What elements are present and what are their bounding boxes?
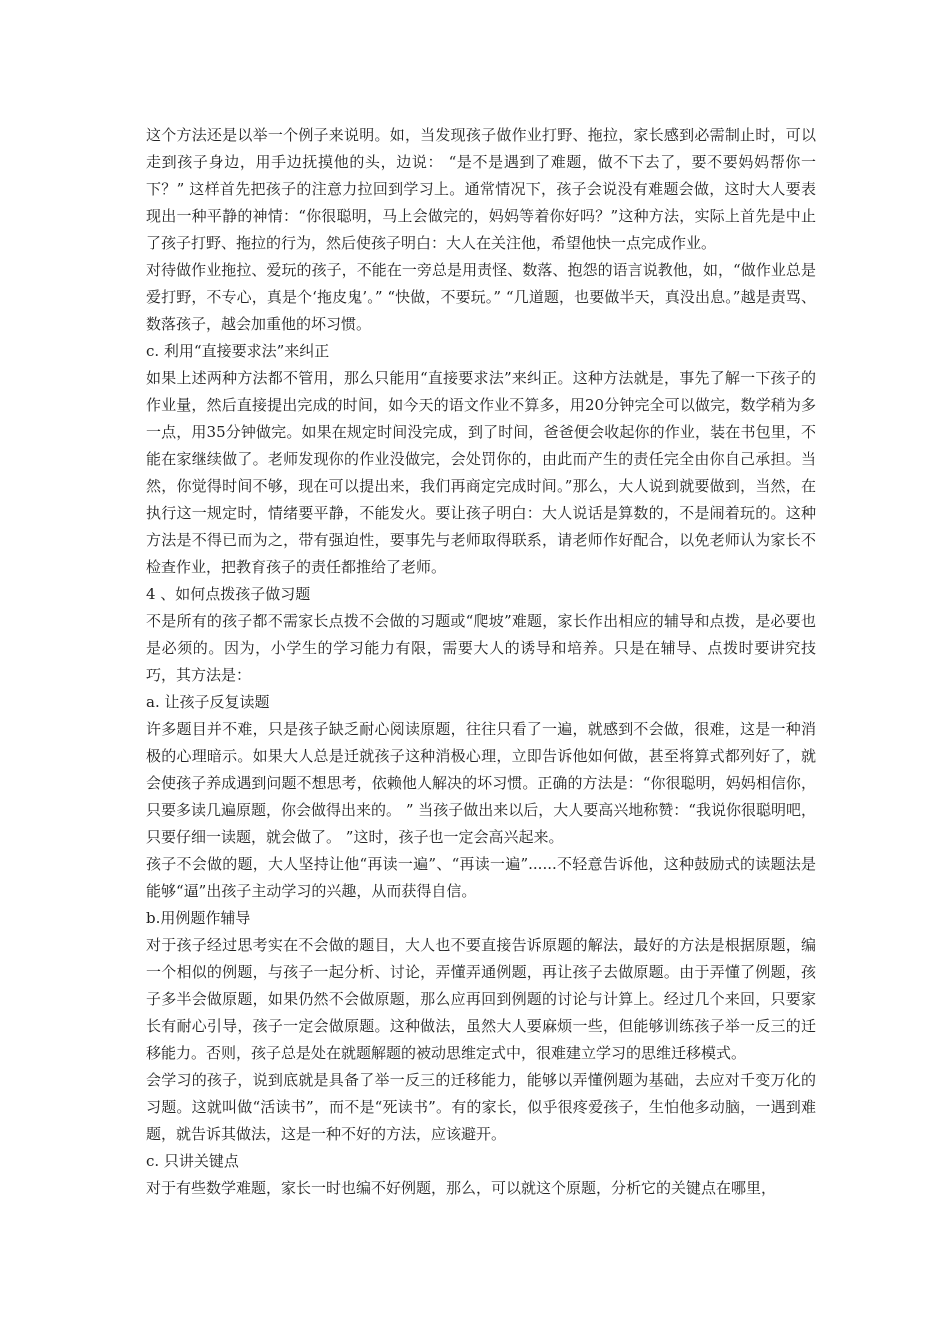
paragraph: 不是所有的孩子都不需家长点拨不会做的习题或“爬坡”难题，家长作出相应的辅导和点拨，是必要也是必须的。因为，小学生的学习能力有限，需要大人的诱导和培养。只是在辅导、点拨时要讲究技巧，其方法是：	[146, 612, 816, 684]
paragraph: 这个方法还是以举一个例子来说明。如，当发现孩子做作业打野、拖拉，家长感到必需制止时，可以走到孩子身边，用手边抚摸他的头，边说： “是不是遇到了难题，做不下去了，要不要妈妈帮你一下？” 这样首先把孩子的注意力拉回到学习上。通常情况下，孩子会说没有难题会做，这时大人要表现出一种平静的神情：“你很聪明，马上会做完的，妈妈等着你好吗？”这种方法，实际上首先是中止了孩子打野、拖拉的行为，然后使孩子明白：大人在关注他，希望他快一点完成作业。	[146, 126, 816, 252]
document-page	[146, 122, 816, 1202]
paragraph: 孩子不会做的题，大人坚持让他“再读一遍”、“再读一遍”......不轻意告诉他，这种鼓励式的读题法是能够“逼”出孩子主动学习的兴趣，从而获得自信。	[146, 855, 816, 900]
paragraph: 对于有些数学难题，家长一时也编不好例题，那么，可以就这个原题，分析它的关键点在哪里，	[146, 1179, 777, 1197]
section-heading: b.用例题作辅导	[146, 909, 251, 927]
section-heading: 4 、如何点拨孩子做习题	[146, 585, 311, 603]
section-heading: a. 让孩子反复读题	[146, 693, 270, 711]
section-heading: c. 只讲关键点	[146, 1152, 239, 1170]
paragraph: 如果上述两种方法都不管用，那么只能用“直接要求法”来纠正。这种方法就是，事先了解一下孩子的作业量，然后直接提出完成的时间，如今天的语文作业不算多，用20分钟完全可以做完，数学稍为多一点，用35分钟做完。如果在规定时间没完成，到了时间，爸爸便会收起你的作业，装在书包里，不能在家继续做了。老师发现你的作业没做完，会处罚你的，由此而产生的责任完全由你自己承担。当然，你觉得时间不够，现在可以提出来，我们再商定完成时间。”那么，大人说到就要做到，当然，在执行这一规定时，情绪要平静，不能发火。要让孩子明白：大人说话是算数的，不是闹着玩的。这种方法是不得已而为之，带有强迫性，要事先与老师取得联系，请老师作好配合，以免老师认为家长不检查作业，把教育孩子的责任都推给了老师。	[146, 369, 816, 576]
paragraph: 对于孩子经过思考实在不会做的题目，大人也不要直接告诉原题的解法，最好的方法是根据原题，编一个相似的例题，与孩子一起分析、讨论，弄懂弄通例题，再让孩子去做原题。由于弄懂了例题，孩子多半会做原题，如果仍然不会做原题，那么应再回到例题的讨论与计算上。经过几个来回，只要家长有耐心引导，孩子一定会做原题。这种做法，虽然大人要麻烦一些，但能够训练孩子举一反三的迁移能力。否则，孩子总是处在就题解题的被动思维定式中，很难建立学习的思维迁移模式。	[146, 936, 816, 1062]
paragraph: 许多题目并不难，只是孩子缺乏耐心阅读原题，往往只看了一遍，就感到不会做，很难，这是一种消极的心理暗示。如果大人总是迁就孩子这种消极心理，立即告诉他如何做，甚至将算式都列好了，就会使孩子养成遇到问题不想思考，依赖他人解决的坏习惯。正确的方法是：“你很聪明，妈妈相信你，只要多读几遍原题，你会做得出来的。 ” 当孩子做出来以后，大人要高兴地称赞：“我说你很聪明吧，只要仔细一读题，就会做了。 ”这时，孩子也一定会高兴起来。	[146, 720, 816, 846]
paragraph: 会学习的孩子，说到底就是具备了举一反三的迁移能力，能够以弄懂例题为基础，去应对千变万化的习题。这就叫做“活读书”，而不是“死读书”。有的家长，似乎很疼爱孩子，生怕他多动脑，一遇到难题，就告诉其做法，这是一种不好的方法，应该避开。	[146, 1071, 816, 1143]
section-heading: c. 利用“直接要求法”来纠正	[146, 342, 330, 360]
paragraph: 对待做作业拖拉、爱玩的孩子，不能在一旁总是用责怪、数落、抱怨的语言说教他，如，“做作业总是爱打野，不专心，真是个‘拖皮鬼’。” “快做，不要玩。” “几道题，也要做半天，真没出息。”越是责骂、数落孩子，越会加重他的坏习惯。	[146, 261, 816, 333]
